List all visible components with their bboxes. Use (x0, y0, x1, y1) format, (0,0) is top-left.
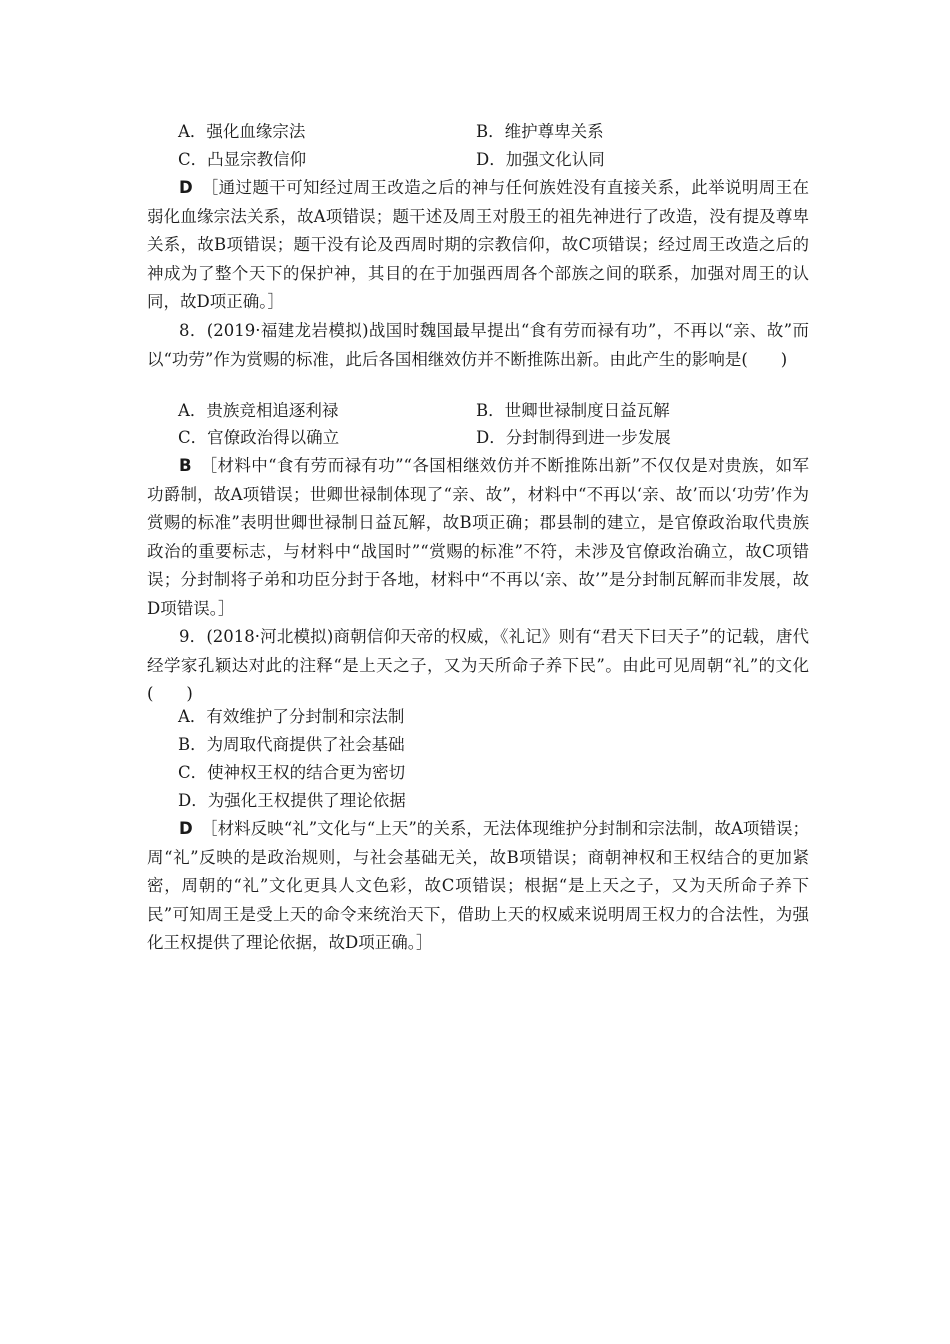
q9-stem: 9．(2018·河北模拟)商朝信仰天帝的权威，《礼记》则有“君天下曰天子”的记载，唐代经学家孔颖达对此的注释“是上天之子，又为天所命子养下民”。由此可见周朝“礼”的文化( ) (147, 627, 809, 704)
q7-answer-letter: D (179, 178, 193, 197)
q7-option-a: A．强化血缘宗法 (178, 122, 306, 141)
q8-option-b: B．世卿世禄制度日益瓦解 (476, 401, 670, 420)
q9-answer-explanation (147, 815, 809, 958)
q9-option-b: B．为周取代商提供了社会基础 (178, 735, 405, 754)
q9-option-c: C．使神权王权的结合更为密切 (178, 763, 406, 782)
q8-answer-letter: B (179, 456, 192, 475)
q9-explanation-text: ［材料反映“礼”文化与“上天”的关系，无法体现维护分封制和宗法制，故A项错误；周“礼”反映的是政治规则，与社会基础无关，故B项错误；商朝神权和王权结合的更加紧密，周朝的“礼”文化更具人文色彩，故C项错误；根据“是上天之子，又为天所命子养下民”可知周王是受上天的命令来统治天下，借助上天的权威来说明周王权力的合法性，为强化王权提供了理论依据，故D项正确。］ (147, 819, 809, 953)
q9-answer-letter: D (179, 819, 193, 838)
q7-option-c: C．凸显宗教信仰 (178, 150, 307, 169)
q7-answer-explanation (147, 174, 809, 317)
q8-option-a: A．贵族竞相追逐利禄 (178, 401, 339, 420)
q8-answer-explanation (147, 452, 809, 624)
q9-option-a: A．有效维护了分封制和宗法制 (178, 707, 405, 726)
q8-option-d: D．分封制得到进一步发展 (476, 428, 671, 447)
q8-stem: 8．(2019·福建龙岩模拟)战国时魏国最早提出“食有劳而禄有功”，不再以“亲、故”而以“功劳”作为赏赐的标准，此后各国相继效仿并不断推陈出新。由此产生的影响是( ) (147, 321, 809, 369)
q8-option-c: C．官僚政治得以确立 (178, 428, 340, 447)
q9-option-d: D．为强化王权提供了理论依据 (178, 791, 406, 810)
q7-option-b: B．维护尊卑关系 (476, 122, 604, 141)
q7-explanation-text: ［通过题干可知经过周王改造之后的神与任何族姓没有直接关系，此举说明周王在弱化血缘宗法关系，故A项错误；题干述及周王对殷王的祖先神进行了改造，没有提及尊卑关系，故B项错误；题干没有论及西周时期的宗教信仰，故C项错误；经过周王改造之后的神成为了整个天下的保护神，其目的在于加强西周各个部族之间的联系，加强对周王的认同，故D项正确。］ (147, 178, 810, 312)
q8-explanation-text: ［材料中“食有劳而禄有功”“各国相继效仿并不断推陈出新”不仅仅是对贵族，如军功爵制，故A项错误；世卿世禄制体现了“亲、故”，材料中“不再以‘亲、故’而以‘功劳’作为赏赐的标准”表明世卿世禄制日益瓦解，故B项正确；郡县制的建立，是官僚政治取代贵族政治的重要标志，与材料中“战国时”“赏赐的标准”不符，未涉及官僚政治确立，故C项错误；分封制将子弟和功臣分封于各地，材料中“不再以‘亲、故’”是分封制瓦解而非发展，故D项错误。］ (147, 456, 809, 618)
q7-option-d: D．加强文化认同 (476, 150, 605, 169)
